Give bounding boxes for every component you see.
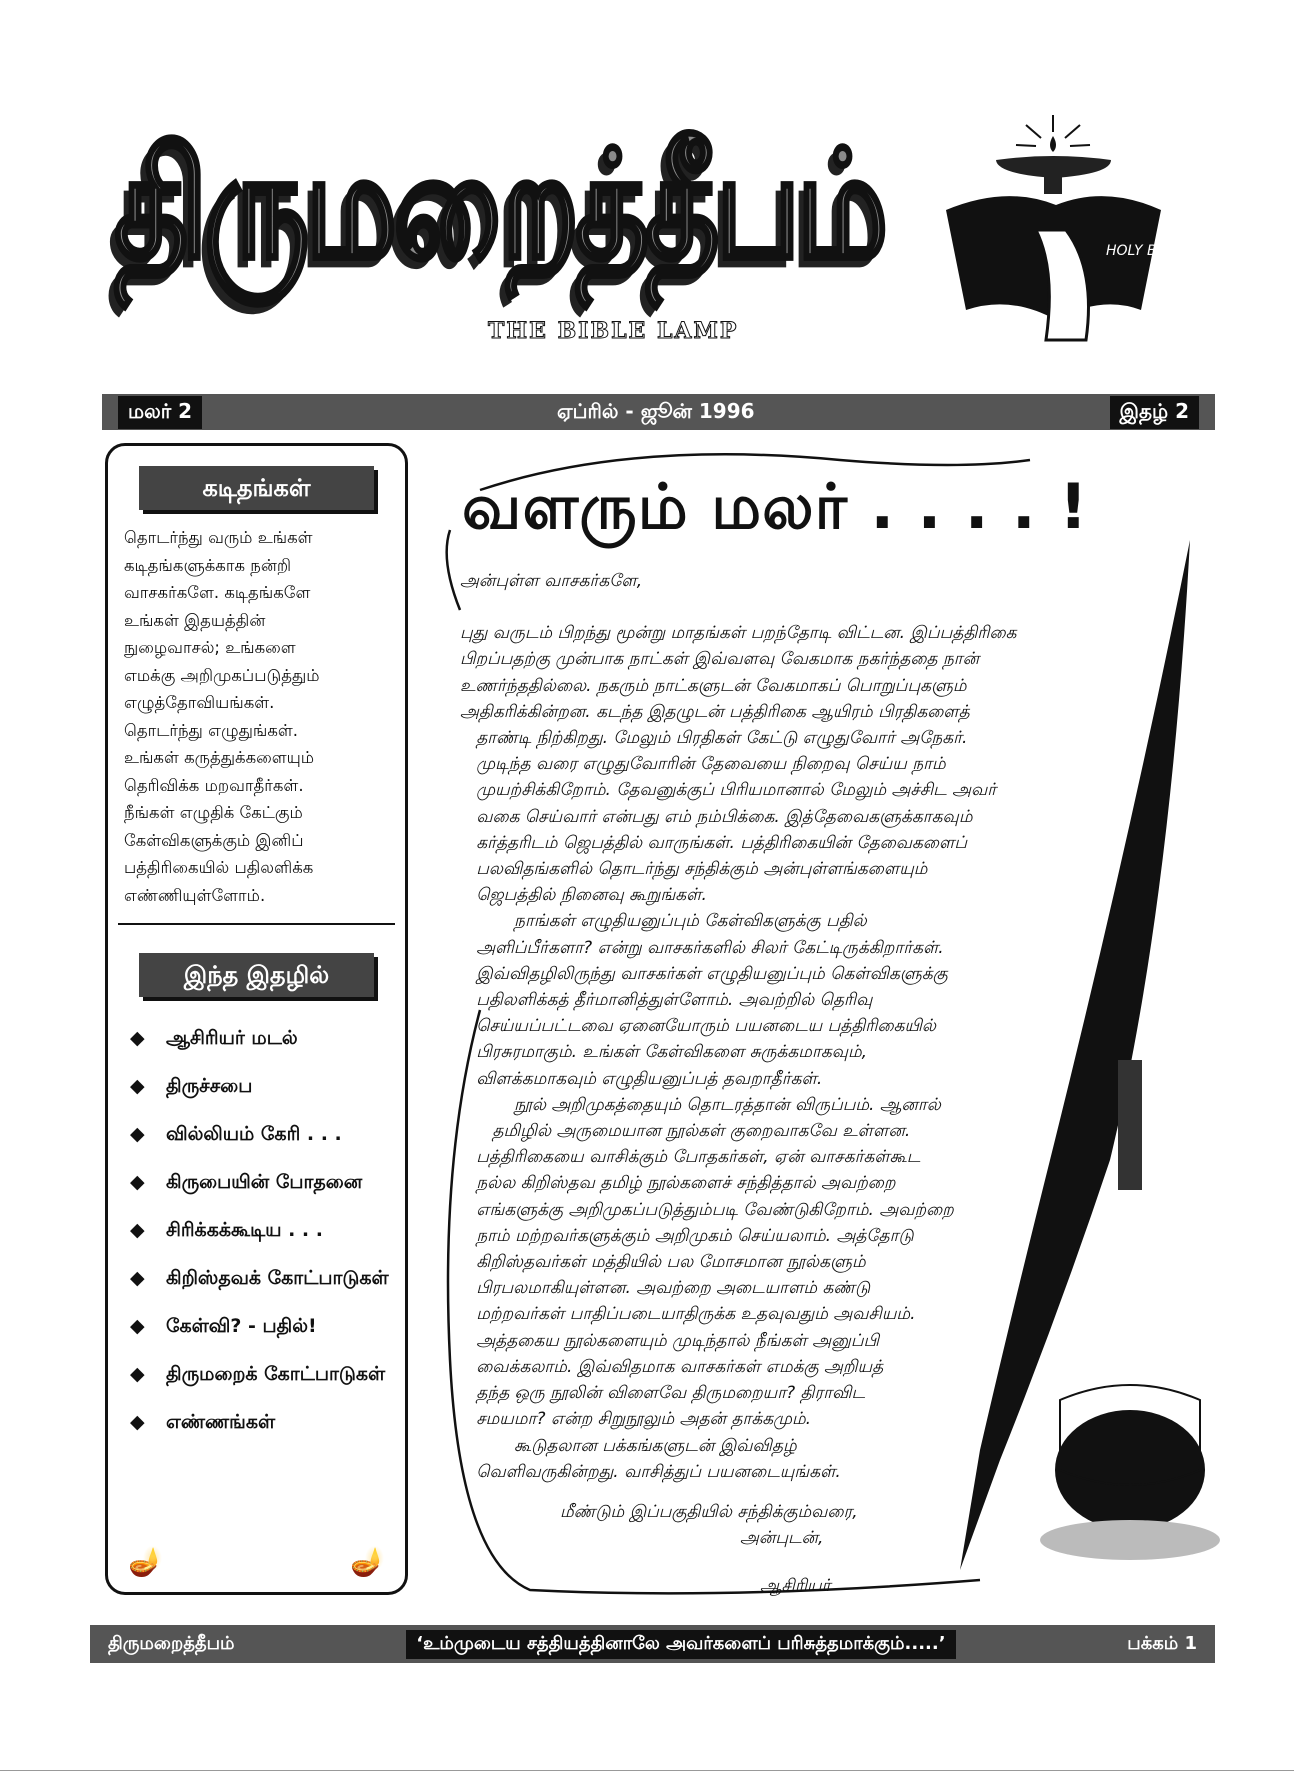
contents-item-label: கிறிஸ்தவக் கோட்பாடுகள் (166, 1267, 389, 1289)
letters-line: எழுத்தோவியங்கள். (124, 693, 275, 712)
diamond-bullet-icon: ◆ (130, 1411, 145, 1433)
letters-text (108, 510, 405, 909)
contents-item-label: கேள்வி? - பதில்! (166, 1315, 317, 1337)
lamp-bible-logo-icon (936, 110, 1187, 345)
letters-line: உங்கள் கருத்துக்களையும் (124, 748, 315, 767)
bottom-rule (0, 1770, 1294, 1771)
diamond-bullet-icon: ◆ (130, 1267, 145, 1289)
diamond-bullet-icon: ◆ (130, 1075, 145, 1097)
article-line: நாம் மற்றவர்களுக்கும் அறிமுகம் செய்யலாம். அத்தோடு (460, 1225, 914, 1246)
diamond-bullet-icon: ◆ (130, 1027, 145, 1049)
letters-line: தொடர்ந்து வரும் உங்கள் (124, 528, 313, 547)
letters-line: பத்திரிகையில் பதிலளிக்க (124, 858, 314, 877)
contents-item-label: சிரிக்கக்கூடிய . . . (166, 1219, 323, 1241)
contents-item-label: வில்லியம் கேரி . . . (166, 1123, 342, 1145)
diamond-bullet-icon: ◆ (130, 1315, 145, 1337)
article-regards: அன்புடன், (740, 1528, 824, 1549)
page-number: பக்கம் 1 (1127, 1632, 1197, 1654)
article-line: அளிப்பீர்களா? என்று வாசகர்களில் சிலர் கேட்டிருக்கிறார்கள். (460, 937, 944, 958)
lamp-icon: 🪔 (350, 1545, 385, 1578)
article-line: வகை செய்வார் என்பது எம் நம்பிக்கை. இத்தேவைகளுக்காகவும் (460, 806, 973, 827)
letters-line: வாசகர்களே. கடிதங்களே (124, 583, 311, 602)
volume-label: மலர் 2 (118, 396, 202, 429)
letters-line: நீங்கள் எழுதிக் கேட்கும் (124, 803, 303, 822)
issue-date: ஏப்ரில் - ஜூன் 1996 (557, 398, 755, 423)
diamond-bullet-icon: ◆ (130, 1171, 145, 1193)
letters-line: கடிதங்களுக்காக நன்றி (124, 555, 292, 575)
contents-item[interactable] (130, 1265, 405, 1291)
issue-band (102, 394, 1215, 430)
contents-item[interactable] (130, 1409, 405, 1435)
letters-line: தொடர்ந்து எழுதுங்கள். (124, 720, 299, 740)
article-closing: மீண்டும் இப்பகுதியில் சந்திக்கும்வரை, (560, 1501, 858, 1522)
contents-item[interactable] (130, 1025, 405, 1051)
footer-quote: ‘உம்முடைய சத்தியத்தினாலே அவர்களைப் பரிசுத்தமாக்கும்.....’ (406, 1630, 955, 1659)
article-signature: ஆசிரியர் (760, 1576, 831, 1597)
article-line: கர்த்தரிடம் ஜெபத்தில் வாருங்கள். பத்திரிகையின் தேவைகளைப் (460, 832, 967, 853)
contents-item-label: ஆசிரியர் மடல் (166, 1027, 298, 1049)
masthead (114, 95, 904, 315)
divider (118, 923, 395, 925)
contents-item-label: திருச்சபை (166, 1075, 253, 1097)
article-line: இவ்விதழிலிருந்து வாசகர்கள் எழுதியனுப்பும் கெள்விகளுக்கு (460, 963, 948, 984)
contents-item[interactable] (130, 1217, 405, 1243)
article-line: நல்ல கிறிஸ்தவ தமிழ் நூல்களைச் சந்தித்தால் அவற்றை (460, 1173, 896, 1194)
footer-title: திருமறைத்தீபம் (108, 1632, 235, 1654)
lamp-icon: 🪔 (128, 1545, 163, 1578)
article-line: பலவிதங்களில் தொடர்ந்து சந்திக்கும் அன்புள்ளங்களையும் (460, 859, 928, 880)
contents-item[interactable] (130, 1361, 405, 1387)
article-line: சமயமா? என்ற சிறுநூலும் அதன் தாக்கமும். (460, 1409, 812, 1430)
article-line: விளக்கமாகவும் எழுதியனுப்பத் தவறாதீர்கள். (460, 1068, 823, 1089)
article-line: எங்களுக்கு அறிமுகப்படுத்தும்படி வேண்டுகிறோம். அவற்றை (460, 1199, 954, 1220)
article-line: மற்றவர்கள் பாதிப்படையாதிருக்க உதவுவதும் அவசியம். (460, 1304, 916, 1325)
letters-line: உங்கள் இதயத்தின் (124, 610, 266, 630)
letters-line: கேள்விகளுக்கும் இனிப் (124, 830, 304, 850)
issue-number: இதழ் 2 (1110, 396, 1199, 429)
article-line: நூல் அறிமுகத்தையும் தொடரத்தான் விருப்பம். ஆனால் (460, 1094, 941, 1115)
quill-pen-inkwell-icon (930, 540, 1210, 1610)
article-line: செய்யப்பட்டவை ஏனையோரும் பயனடைய பத்திரிகையில் (460, 1016, 937, 1037)
article-line: புது வருடம் பிறந்து மூன்று மாதங்கள் பறந்தோடி விட்டன. இப்பத்திரிகை (460, 623, 1017, 644)
article-line: ஜெபத்தில் நினைவு கூறுங்கள். (460, 885, 707, 906)
letters-line: தெரிவிக்க மறவாதீர்கள். (124, 775, 304, 795)
article-line: பிரபலமாகியுள்ளன. அவற்றை அடையாளம் கண்டு (460, 1278, 871, 1299)
contents-list (108, 1025, 405, 1435)
article-line: கூடுதலான பக்கங்களுடன் இவ்விதழ் (460, 1435, 797, 1456)
letters-line: நுழைவாசல்; உங்களை (124, 638, 296, 657)
article-line: அன்புள்ள வாசகர்களே, (460, 571, 643, 591)
contents-item[interactable] (130, 1313, 405, 1339)
diamond-bullet-icon: ◆ (130, 1219, 145, 1241)
article-line: வைக்கலாம். இவ்விதமாக வாசகர்கள் எமக்கு அறியத் (460, 1356, 884, 1377)
contents-item[interactable] (130, 1169, 405, 1195)
article-line: முயற்சிக்கிறோம். தேவனுக்குப் பிரியமானால் மேலும் அச்சிட அவர் (460, 780, 997, 801)
article-line: உணர்ந்ததில்லை. நகரும் நாட்களுடன் வேகமாகப் பொறுப்புகளும் (460, 675, 967, 696)
page-footer (90, 1625, 1215, 1663)
article-line: முடிந்த வரை எழுதுவோரின் தேவையை நிறைவு செய்ய நாம் (460, 754, 946, 775)
article-line: பதிலளிக்கத் தீர்மானித்துள்ளோம். அவற்றில் தெரிவு (460, 990, 873, 1011)
contents-heading: இந்த இதழில் (139, 953, 374, 997)
diamond-bullet-icon: ◆ (130, 1363, 145, 1385)
article-line: பத்திரிகையை வாசிக்கும் போதகர்கள், ஏன் வாசகர்கள்கூட (460, 1147, 921, 1168)
sidebar-box (105, 443, 408, 1595)
contents-item[interactable] (130, 1073, 405, 1099)
diamond-bullet-icon: ◆ (130, 1123, 145, 1145)
contents-item[interactable] (130, 1121, 405, 1147)
letters-line: எண்ணியுள்ளோம். (124, 885, 266, 905)
masthead-subtitle: THE BIBLE LAMP (488, 318, 739, 344)
article-line: பிரசுரமாகும். உங்கள் கேள்விகளை சுருக்கமாகவும், (460, 1042, 868, 1063)
logo-text: HOLY BIBLE (1106, 243, 1187, 259)
article-line: நாங்கள் எழுதியனுப்பும் கேள்விகளுக்கு பதில் (460, 911, 867, 932)
article-title: வளரும் மலர் . . . . ! (462, 470, 1089, 543)
article-line: தாண்டி நிற்கிறது. மேலும் பிரதிகள் கேட்டு எழுதுவோர் அநேகர். (460, 728, 968, 749)
article-line: வெளிவருகின்றது. வாசித்துப் பயனடையுங்கள். (460, 1461, 841, 1482)
article-line: தமிழில் அருமையான நூல்கள் குறைவாகவே உள்ளன. (460, 1121, 911, 1142)
contents-item-label: திருமறைக் கோட்பாடுகள் (166, 1363, 386, 1385)
letters-line: எமக்கு அறிமுகப்படுத்தும் (124, 665, 320, 685)
article-line: பிறப்பதற்கு முன்பாக நாட்கள் இவ்வளவு வேகமாக நகர்ந்ததை நான் (460, 649, 980, 670)
masthead-title: திருமறைத்தீபம் (114, 117, 884, 293)
article-line: கிறிஸ்தவர்கள் மத்தியில் பல மோசமான நூல்களும் (460, 1252, 866, 1273)
article-line: அத்தகைய நூல்களையும் முடிந்தால் நீங்கள் அனுப்பி (460, 1330, 880, 1351)
contents-item-label: எண்ணங்கள் (166, 1411, 276, 1433)
article-line: தந்த ஒரு நூலின் விளைவே திருமறையா? திராவிட (460, 1383, 866, 1404)
letters-heading: கடிதங்கள் (139, 466, 374, 510)
article-line: அதிகரிக்கின்றன. கடந்த இதழுடன் பத்திரிகை ஆயிரம் பிரதிகளைத் (460, 701, 970, 722)
contents-item-label: கிருபையின் போதனை (166, 1171, 363, 1193)
